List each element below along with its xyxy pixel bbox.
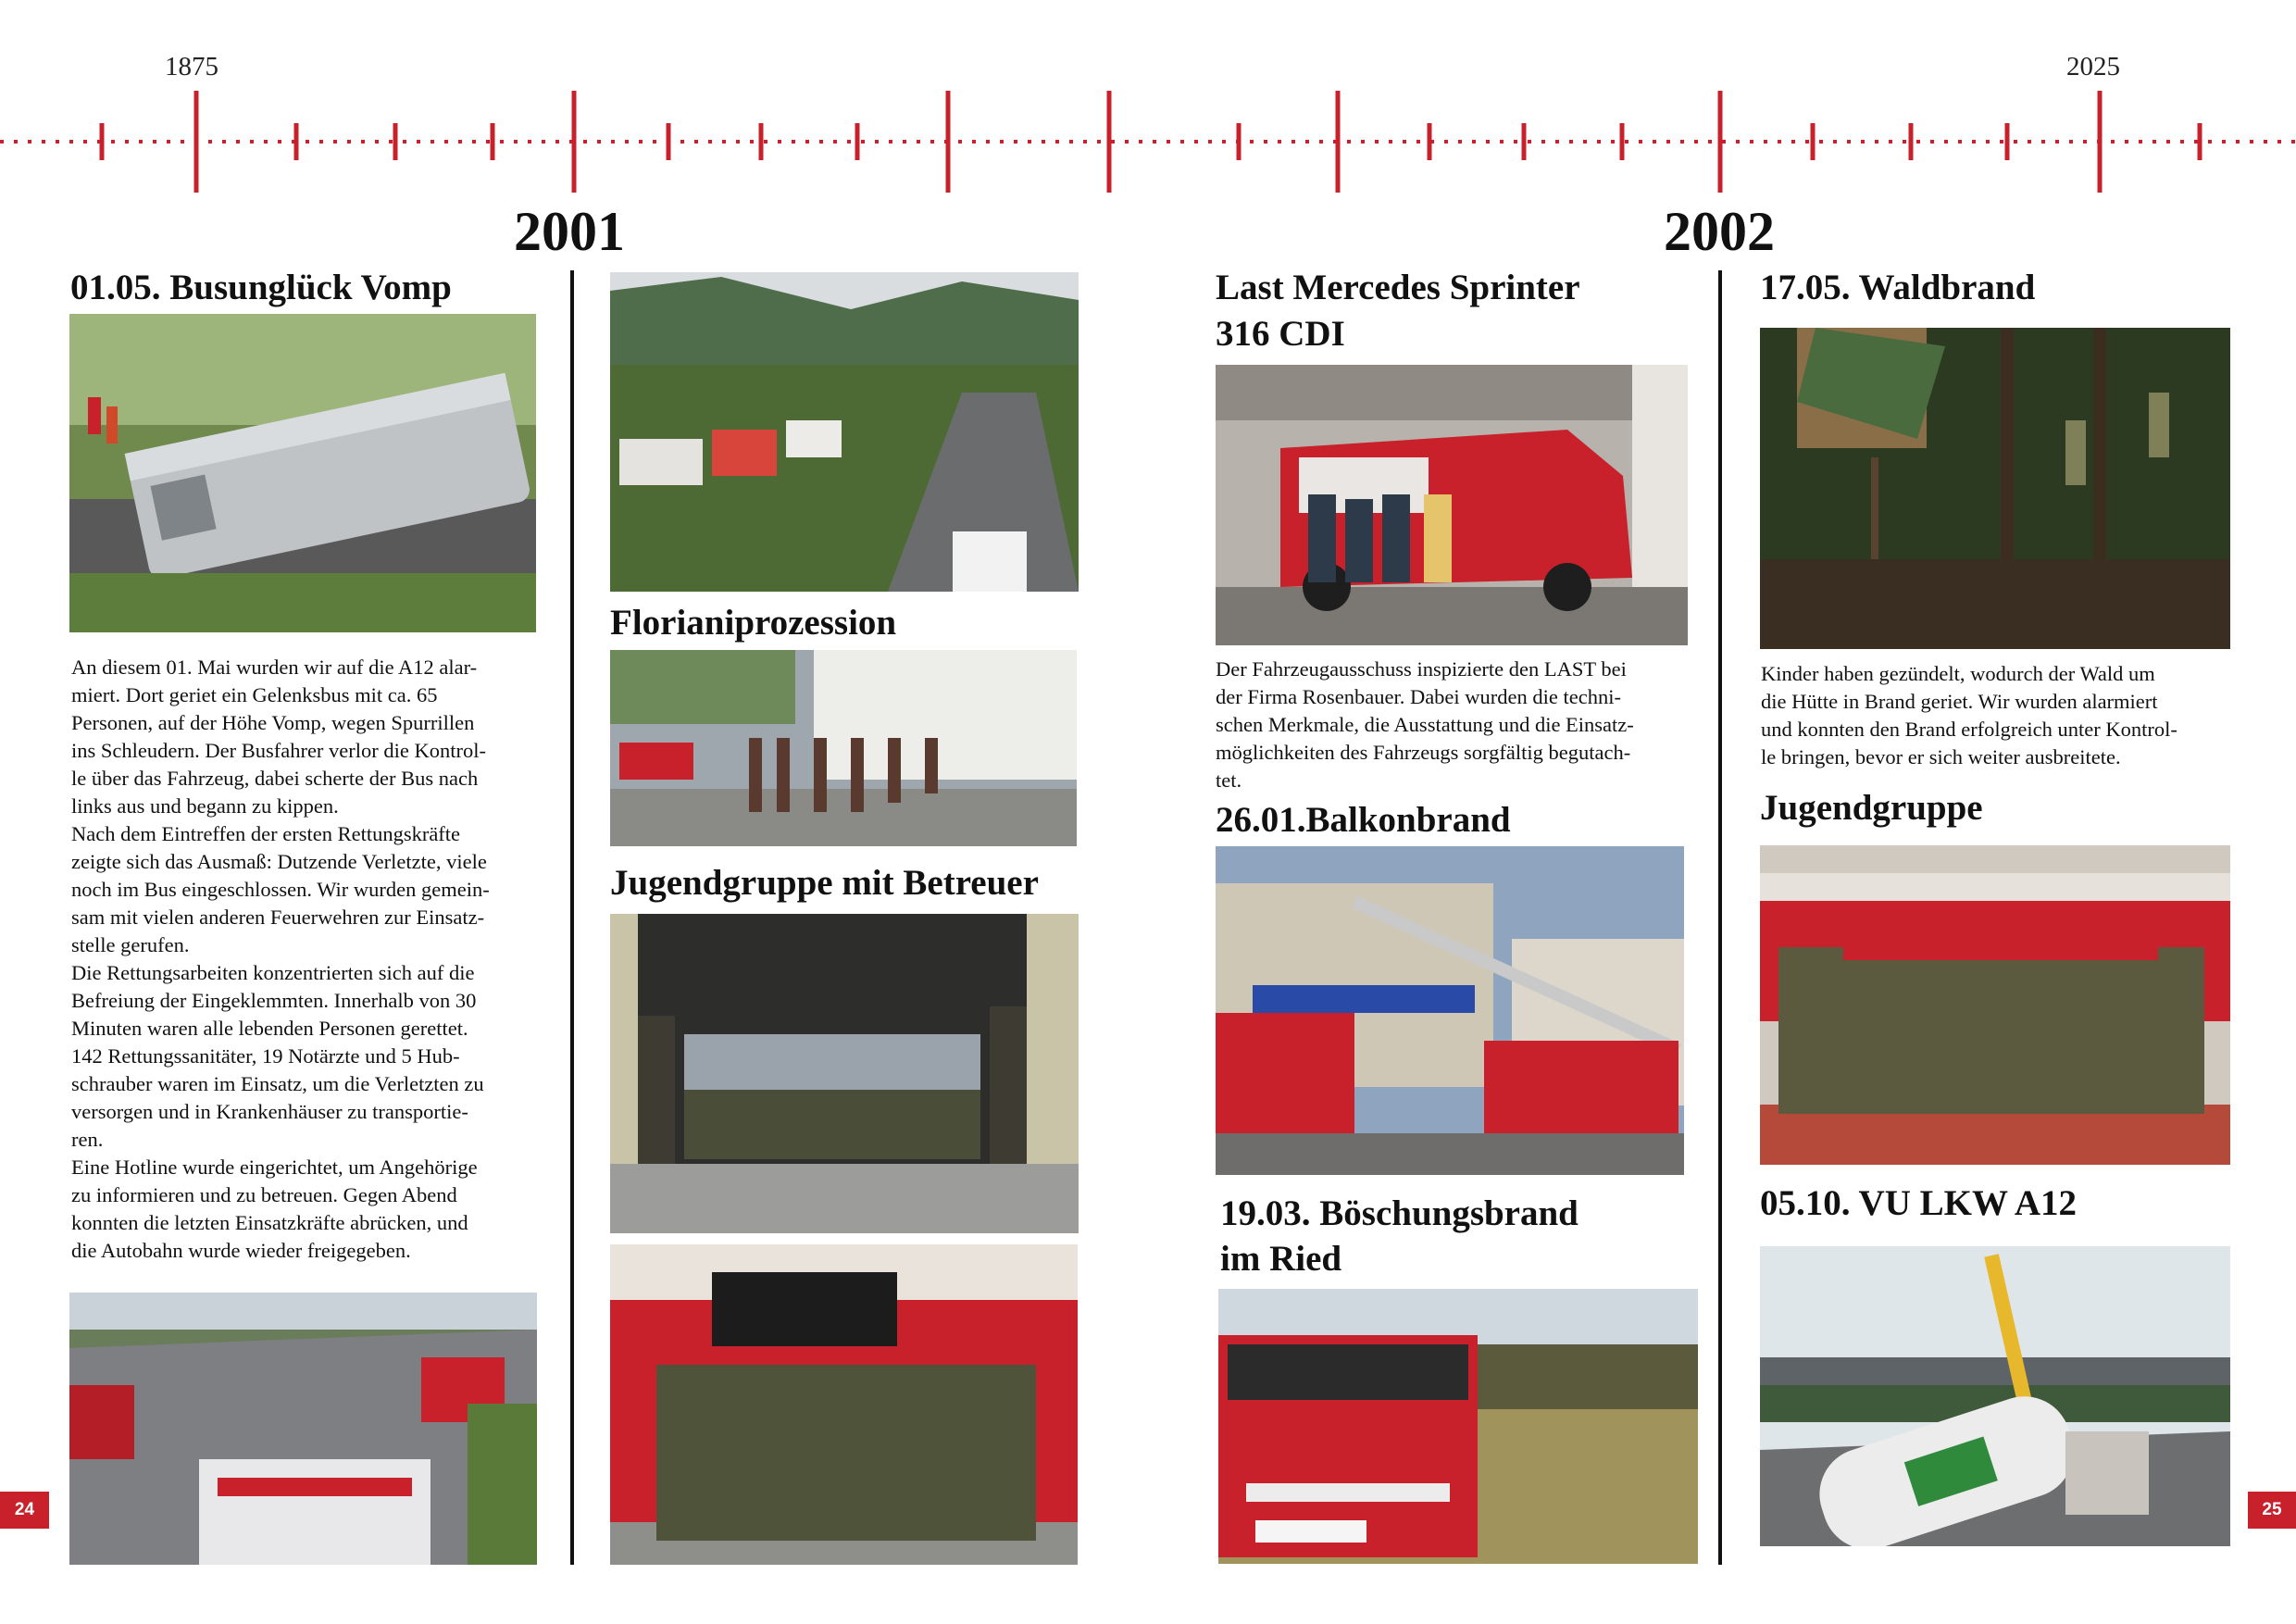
forest-fire-heading: 17.05. Waldbrand [1760,268,2036,307]
bus-accident-photo [69,314,536,632]
page-number-right: 25 [2248,1492,2296,1529]
balcony-fire-heading: 26.01.Balkonbrand [1216,800,1511,840]
highway-rescue-photo [69,1293,537,1565]
youth-group-leaders-heading: Jugendgruppe mit Betreuer [610,863,1039,903]
timeline-start-year: 1875 [165,52,218,81]
vehicle-heading-line1: Last Mercedes Sprinter [1216,268,1580,307]
balcony-fire-photo [1216,846,1684,1175]
slope-fire-heading-line2: im Ried [1220,1239,1342,1279]
slope-fire-heading-line1: 19.03. Böschungsbrand [1220,1193,1578,1233]
forest-fire-photo [1760,328,2230,649]
youth-group-leaders-photo [610,914,1079,1233]
column-divider-left [570,270,574,1565]
bus-accident-text: An diesem 01. Mai wurden wir auf die A12 alar- miert. Dort geriet ein Gelenksbus mit ca. 65 Personen, auf der Höhe Vomp, wegen Spurrillen ins Schleudern. Der Busfahrer verlor die Kontrol- le über das Fahrzeug, dabei scherte der Bus nach links aus und begann zu kippen. Nach dem Eintreffen der ersten Rettungskräfte zeigte sich das Ausmaß: Dutzende Verletzte, viele noch im Bus eingeschlossen. Wir wurden gemein- sam mit vielen anderen Feuerwehren zur Einsatz- stelle gerufen. Die Rettungsarbeiten konzentrierten sich auf die Befreiung der Eingeklemmten. Innerhalb von 30 Minuten waren alle lebenden Personen gerettet. 142 Rettungssanitäter, 19 Notärzte und 5 Hub- schrauber waren im Einsatz, um die Verletzten zu versorgen und in Krankenhäuser zu transportie- ren. Eine Hotline wurde eingerichtet, um Angehörige zu informieren und zu betreuen. Gegen Abend konnten die letzten Einsatzkräfte abrücken, und die Autobahn wurde wieder freigegeben. [71,656,490,1262]
column-divider-right [1718,270,1722,1565]
youth-group-heading-2002: Jugendgruppe [1760,788,1983,828]
florian-procession-photo [610,650,1077,846]
page-number-left: 24 [0,1492,49,1529]
vehicle-text: Der Fahrzeugausschuss inspizierte den LAST bei der Firma Rosenbauer. Dabei wurden die techni- schen Merkmale, die Ausstattung und die Einsatz- möglichkeiten des Fahrzeugs sorgfältig begutach- tet. [1216,657,1634,792]
year-2002-heading: 2002 [1664,201,1775,262]
truck-accident-photo [1760,1246,2230,1546]
forest-fire-text: Kinder haben gezündelt, wodurch der Wald um die Hütte in Brand geriet. Wir wurden alarmiert und konnten den Brand erfolgreich unter Kontrol- le bringen, bevor er sich weiter ausbreitete. [1761,662,2177,768]
youth-group-photo-2001 [610,1244,1078,1565]
slope-fire-photo [1218,1289,1698,1564]
timeline-axis [0,0,2296,199]
truck-accident-heading: 05.10. VU LKW A12 [1760,1183,2078,1223]
timeline-end-year: 2025 [2066,52,2120,81]
timeline [0,0,2296,199]
florian-procession-heading: Florianiprozession [610,603,897,643]
year-2001-heading: 2001 [514,201,625,262]
bus-accident-heading: 01.05. Busunglück Vomp [70,268,452,307]
vehicle-heading-line2: 316 CDI [1216,314,1345,354]
mercedes-sprinter-photo [1216,365,1688,645]
youth-group-photo-2002 [1760,845,2230,1165]
highway-convoy-photo [610,272,1079,592]
